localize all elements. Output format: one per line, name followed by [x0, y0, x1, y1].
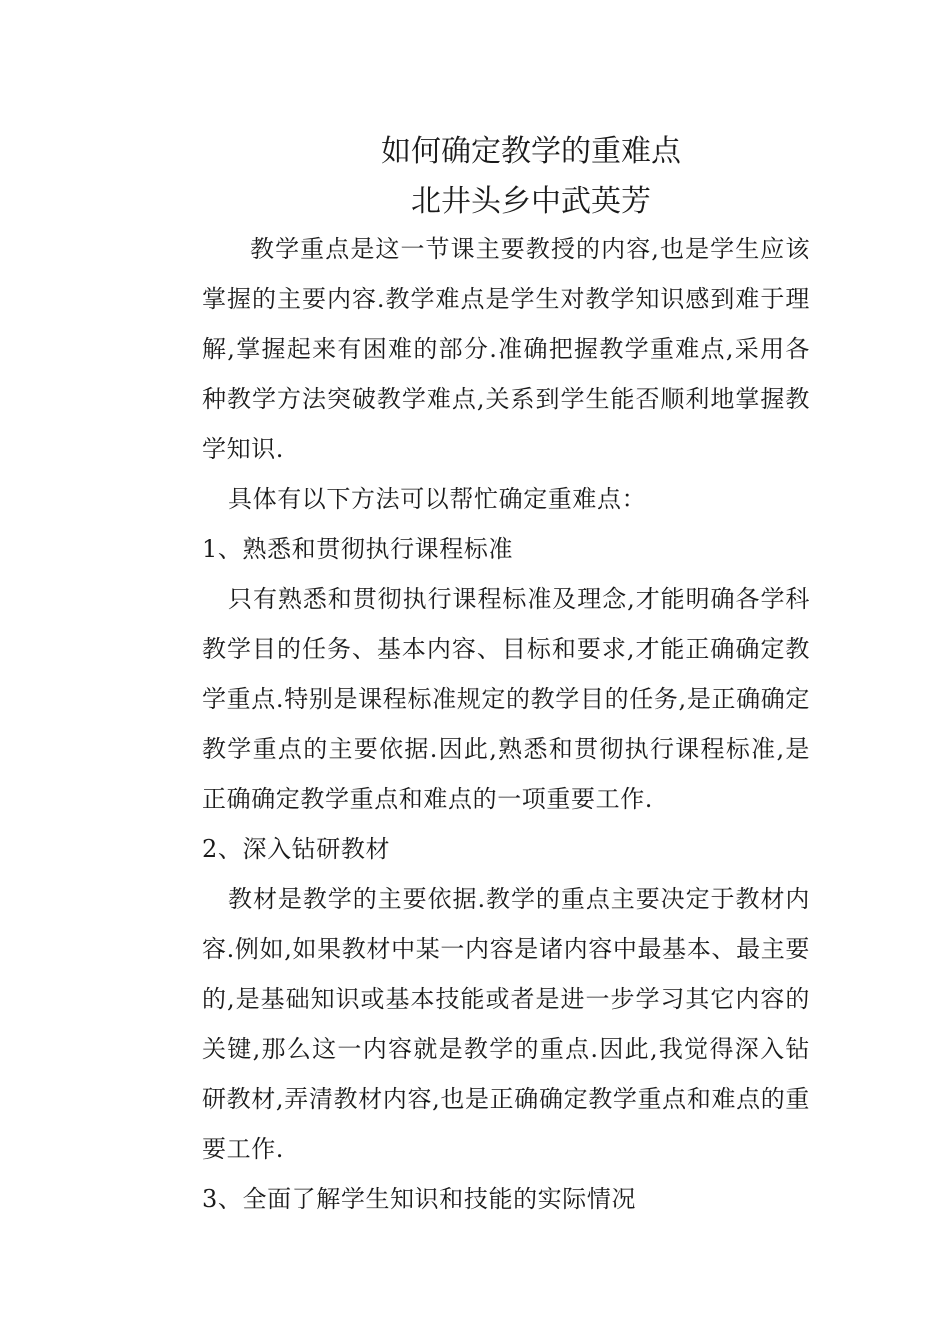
document-title: 如何确定教学的重难点 — [381, 134, 681, 169]
paragraph-methods-intro: 具体有以下方法可以帮忙确定重难点： — [228, 485, 647, 513]
section-heading-3: 3、全面了解学生知识和技能的实际情况 — [202, 1185, 637, 1213]
paragraph-section-1: 只有熟悉和贯彻执行课程标准及理念,才能明确各学科教学目的任务、基本内容、目标和要求,才能正确确定教学重点.特别是课程标准规定的教学目的任务,是正确确定教学重点的主要依据.因此,熟悉和贯彻执行课程标准,是正确确定教学重点和难点的一项重要工作. — [202, 585, 810, 813]
document-author: 北井头乡中武英芳 — [411, 184, 651, 219]
section-heading-2: 2、深入钻研教材 — [202, 835, 391, 863]
section-heading-1: 1、熟悉和贯彻执行课程标准 — [202, 535, 514, 563]
document-body — [202, 224, 810, 1224]
paragraph-section-2: 教材是教学的主要依据.教学的重点主要决定于教材内容.例如,如果教材中某一内容是诸内容中最基本、最主要的,是基础知识或基本技能或者是进一步学习其它内容的关键,那么这一内容就是教学的重点.因此,我觉得深入钻研教材,弄清教材内容,也是正确确定教学重点和难点的重要工作. — [202, 885, 810, 1163]
paragraph-intro: 教学重点是这一节课主要教授的内容,也是学生应该掌握的主要内容.教学难点是学生对教学知识感到难于理解,掌握起来有困难的部分.准确把握教学重难点,采用各种教学方法突破教学难点,关系到学生能否顺利地掌握教学知识. — [202, 235, 810, 463]
